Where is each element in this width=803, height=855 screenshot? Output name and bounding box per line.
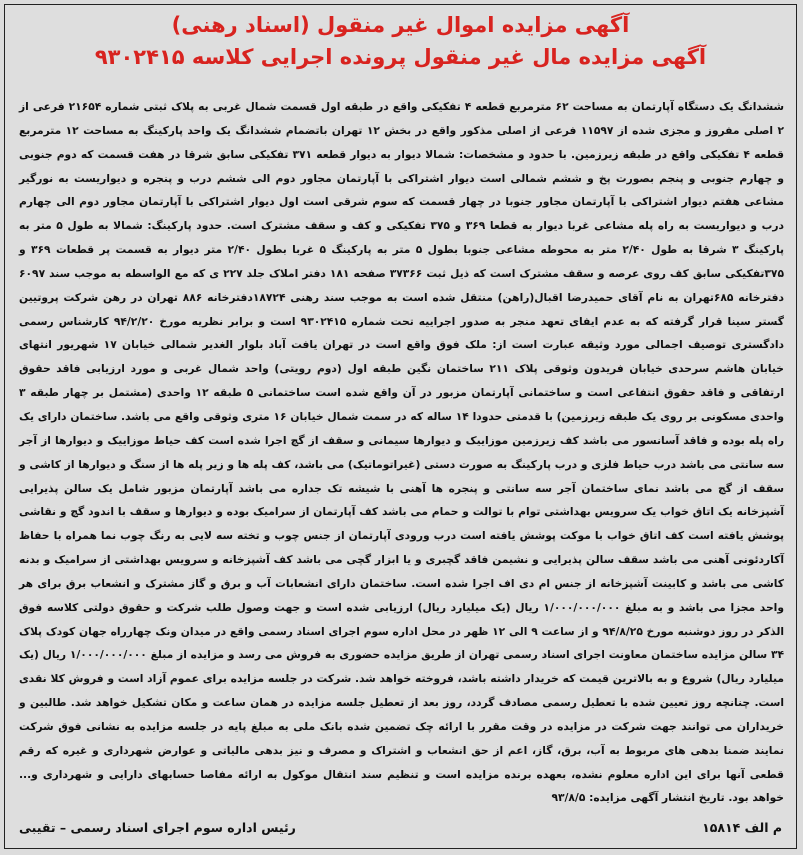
notice-code: م الف ۱۵۸۱۴ [702, 820, 782, 835]
notice-signature: رئیس اداره سوم اجرای اسناد رسمی – تقیبی [19, 820, 296, 835]
notice-title: آگهی مزایده اموال غیر منقول (اسناد رهنی) [171, 13, 630, 37]
notice-frame [4, 4, 797, 849]
notice-subtitle: آگهی مزایده مال غیر منقول پرونده اجرایی کلاسه ۹۳۰۲۴۱۵ [94, 45, 707, 69]
notice-footer [19, 820, 782, 842]
notice-body: ششدانگ یک دستگاه آپارتمان به مساحت ۶۲ مترمربع قطعه ۴ تفکیکی واقع در طبقه اول قسمت شمال غربی به پلاک ثبتی شماره ۲۱۶۵۴ فرعی از ۲ اصلی مفروز و مجزی شده از ۱۱۵۹۷ فرعی از اصلی مذکور واقع در بخش ۱۲ تهران باتضمام ششدانگ یک واحد پارکینگ به مساحت ۱۲ مترمربع قطعه ۴ تفکیکی واقع در طبقه زیرزمین. با حدود و مشخصات: شمالا دیوار به دیوار قطعه ۳۷۱ تفکیکی سابق شرقا در هفت قسمت که دوم جنوبی و چهارم جنوبی و پنجم بصورت پخ و ششم شمالی است دیوار اشتراکی با آپارتمان مجاور دوم الی ششم درب و پنجره و دیواریست به نورگیر مشاعی هفتم دیوار اشتراکی با آپارتمان مجاور جنوبا در چهار قسمت که سوم شرقی است اول دیوار اشتراکی با آپارتمان مجاور دوم الی چهارم درب و دیواریست به راه پله مشاعی غربا دیوار به قطعا ۳۶۹ و ۳۷۵ تفکیکی و کف و سقف مشترک است. حدود پارکینگ: شمالا به طول ۵ متر به پارکینگ ۳ شرقا به طول ۲/۴۰ متر به محوطه مشاعی جنوبا بطول ۵ متر به پارکینگ ۵ غربا بطول ۲/۴۰ متر دیوار به قسمت پر قطعات ۳۶۹ و ۳۷۵تفکیکی سابق کف روی عرصه و سقف مشترک است که ذیل ثبت ۳۷۳۶۶ صفحه ۱۸۱ دفتر املاک جلد ۲۲۷ ی که مع الواسطه به موجب سند ۶۰۹۷ دفترخانه ۶۸۵تهران به نام آقای حمیدرضا اقبال(راهن) منتقل شده است به موجب سند رهنی ۱۸۷۲۴دفترخانه ۸۸۶ تهران در رهن شرکت پروتیین گستر سینا قرار گرفته که به عدم ایفای تعهد منجر به صدور اجراییه تحت شماره ۹۳۰۲۴۱۵ است و برابر نظریه مورخ ۹۴/۲/۲۰ کارشناس رسمی دادگستری توصیف اجمالی مورد وثیقه عبارت است از: ملک فوق واقع است در تهران یافت آباد بلوار الغدیر شمالی خیابان ۱۷ شهریور انتهای خیابان هاشم سرحدی خیابان فریدون وثوقی پلاک ۲۱۱ ساختمان نگین طبقه اول (دوم رویتی) واحد شمال غربی و مورد ارزیابی فاقد حقوق ارتفاقی و فاقد حقوق انتفاعی است و ساختمانی آپارتمان مزبور در آن واقع شده است ساختمانی ۵ طبقه ۱۲ واحدی (مشتمل بر چهار طبقه ۳ واحدی مسکونی بر روی یک طبقه زیرزمین) با قدمتی حدودا ۱۴ ساله که در سمت شمال خیابان ۱۶ متری وثوقی واقع می باشد. ساختمان دارای یک راه پله بوده و فاقد آسانسور می باشد کف زیرزمین موزاییک و دیوارها سیمانی و سقف از گچ اجرا شده است کف حیاط موزاییک و دیوارها از آجر سه سانتی می باشد درب حیاط فلزی و درب پارکینگ به صورت دستی (غیراتوماتیک) می باشد، کف پله ها و زیر پله ها از سنگ و دیوارها از کاشی و سقف از گچ می باشد نمای ساختمان آجر سه سانتی و پنجره ها آهنی با شیشه تک جداره می باشد آپارتمان مزبور شامل یک سالن پذیرایی آشپزخانه یک اتاق خواب یک سرویس بهداشتی توام با توالت و حمام می باشد کف آپارتمان از سرامیک بوده و دیوارها و سقف با اندود گچ و نقاشی پوشش یافته است کف اتاق خواب با موکت پوشش یافته است درب ورودی آپارتمان از جنس چوب و تخته سه لایی به رنگ چوب نما همراه با حفاظ آکاردئونی آهنی می باشد سقف سالن پذیرایی و نشیمن فاقد گچبری و یا ابزار گچی می باشد کف آشپزخانه و سرویس بهداشتی از سرامیک و بدنه کاشی می باشد و کابینت آشپزخانه از جنس ام دی اف اجرا شده است. ساختمان دارای انشعابات آب و برق و گاز مشترک و انشعاب برق برای هر واحد مجزا می باشد و به مبلغ ۱/۰۰۰/۰۰۰/۰۰۰ ریال (یک میلیارد ریال) ارزیابی شده است و جهت وصول طلب شرکت و حقوق دولتی کلاسه فوق الذکر در روز دوشنبه مورخ ۹۴/۸/۲۵ و از ساعت ۹ الی ۱۲ ظهر در محل اداره سوم اجرای اسناد رسمی واقع در میدان ونک چهارراه جهان کودک پلاک ۳۴ سالن مزایده ساختمان معاونت اجرای اسناد رسمی تهران از طریق مزایده حضوری به فروش می رسد و مزایده از مبلغ ۱/۰۰۰/۰۰۰/۰۰۰ ریال (یک میلیارد ریال) شروع و به بالاترین قیمت که خریدار داشته باشد، فروخته خواهد شد. شرکت در جلسه مزایده برای عموم آزاد است و فروش کلا نقدی است. چنانچه روز تعیین شده با تعطیل رسمی مصادف گردد، روز بعد از تعطیل جلسه مزایده در همان ساعت و مکان تشکیل خواهد شد. طالبین و خریداران می توانند جهت شرکت در مزایده در وقت مقرر با ارائه چک تضمین شده بانک ملی به مبلغ پایه در جلسه مزایده به نشانی فوق شرکت نمایند ضمنا بدهی های مربوط به آب، برق، گاز، اعم از حق انشعاب و اشتراک و مصرف و نیز بدهی مالیاتی و عوارض شهرداری و غیره که رقم قطعی آنها برای این اداره معلوم نشده، بعهده برنده مزایده است و تنظیم سند انتقال موکول به ارائه مفاصا حسابهای دارایی و شهرداری و... خواهد بود. تاریخ انتشار آگهی مزایده: ۹۳/۸/۵ [19, 100, 785, 805]
